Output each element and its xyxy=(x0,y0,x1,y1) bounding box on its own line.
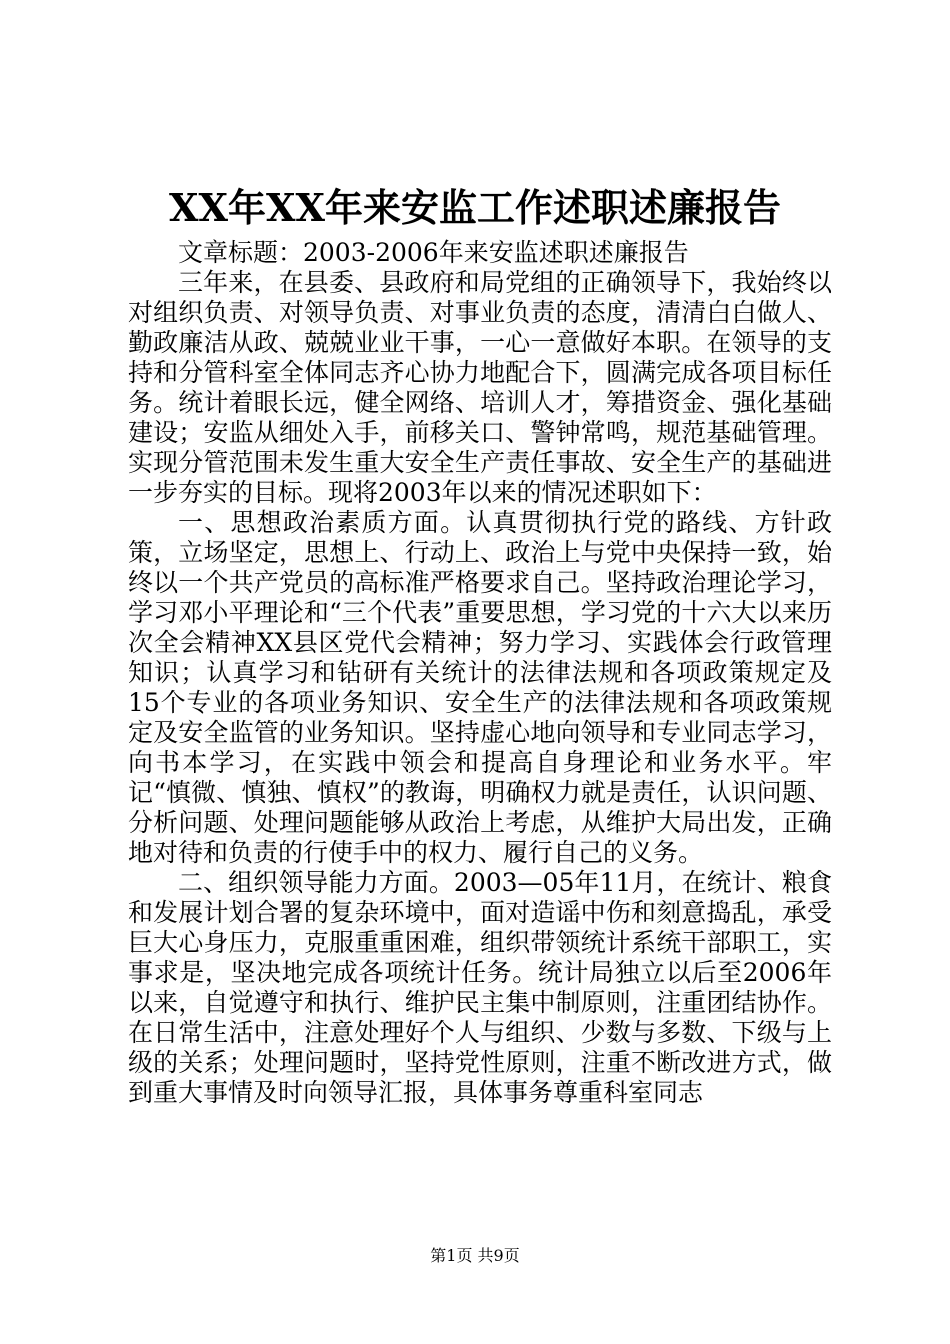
paragraph-intro: 三年来，在县委、县政府和局党组的正确领导下，我始终以对组织负责、对领导负责、对事业负责的态度，清清白白做人、勤政廉洁从政、兢兢业业干事，一心一意做好本职。在领导的支持和分管科室全体同志齐心协力地配合下，圆满完成各项目标任务。统计着眼长远，健全网络、培训人才，筹措资金、强化基础建设；安监从细处入手，前移关口、警钟常鸣，规范基础管理。实现分管范围未发生重大安全生产责任事故、安全生产的基础进一步夯实的目标。现将2003年以来的情况述职如下： xyxy=(128,268,832,507)
document-title: XX年XX年来安监工作述职述廉报告 xyxy=(169,185,781,230)
paragraph-leadership-ability: 二、组织领导能力方面。2003—05年11月，在统计、粮食和发展计划合署的复杂环境中，面对造谣中伤和刻意捣乱，承受巨大心身压力，克服重重困难，组织带领统计系统干部职工，实事求是，坚决地完成各项统计任务。统计局独立以后至2006年以来，自觉遵守和执行、维护民主集中制原则，注重团结协作。在日常生活中，注意处理好个人与组织、少数与多数、下级与上级的关系；处理问题时，坚持党性原则，注重不断改进方式，做到重大事情及时向领导汇报，具体事务尊重科室同志 xyxy=(128,868,832,1107)
document-body xyxy=(128,238,832,1108)
article-subtitle: 文章标题：2003-2006年来安监述职述廉报告 xyxy=(178,238,689,267)
page-footer: 第1页 共9页 xyxy=(430,1246,520,1265)
paragraph-political-quality: 一、思想政治素质方面。认真贯彻执行党的路线、方针政策，立场坚定，思想上、行动上、政治上与党中央保持一致，始终以一个共产党员的高标准严格要求自己。坚持政治理论学习，学习邓小平理论和“三个代表”重要思想，学习党的十六大以来历次全会精神XX县区党代会精神；努力学习、实践体会行政管理知识；认真学习和钻研有关统计的法律法规和各项政策规定及15个专业的各项业务知识、安全生产的法律法规和各项政策规定及安全监管的业务知识。坚持虚心地向领导和专业同志学习，向书本学习，在实践中领会和提高自身理论和业务水平。牢记“慎微、慎独、慎权”的教诲，明确权力就是责任，认识问题、分析问题、处理问题能够从政治上考虑，从维护大局出发，正确地对待和负责的行使手中的权力、履行自己的义务。 xyxy=(128,508,832,867)
